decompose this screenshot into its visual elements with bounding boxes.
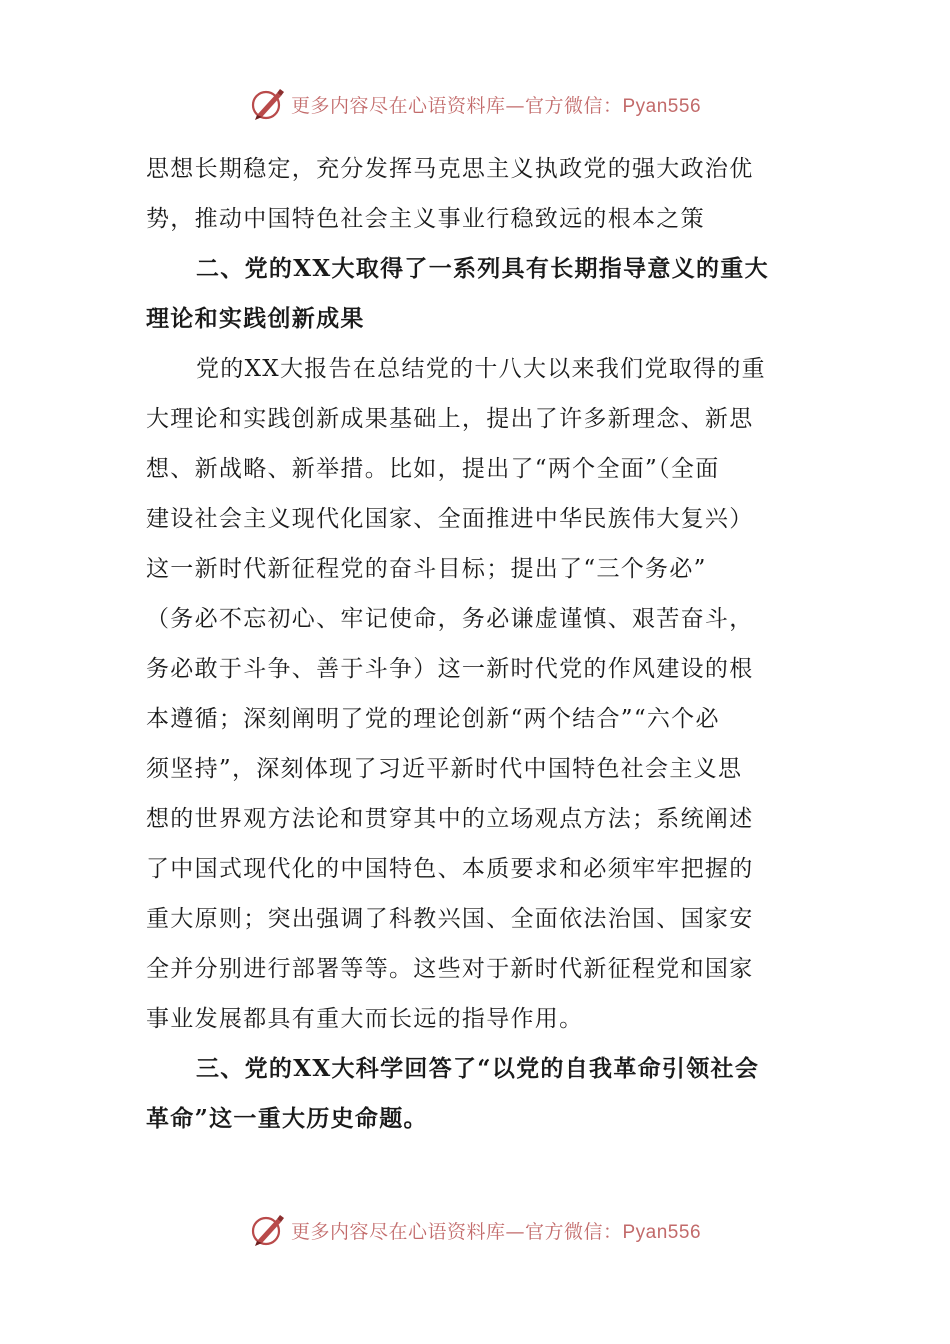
paragraph-line: 事业发展都具有重大而长远的指导作用。 bbox=[146, 1006, 584, 1032]
paragraph-line: 想、新战略、新举措。比如，提出了“两个全面”（全面 bbox=[146, 456, 720, 482]
paragraph-line: 全并分别进行部署等等。这些对于新时代新征程党和国家 bbox=[146, 956, 754, 982]
pen-circle-icon bbox=[249, 85, 287, 123]
section-heading: 二、党的XX大取得了一系列具有长期指导意义的重大 bbox=[196, 255, 769, 282]
paragraph-line: （务必不忘初心、牢记使命，务必谦虚谨慎、艰苦奋斗， bbox=[146, 606, 754, 632]
section-heading: 三、党的XX大科学回答了“以党的自我革命引领社会 bbox=[196, 1055, 760, 1082]
wechat-id: Pyan556 bbox=[622, 95, 702, 117]
paragraph-line: 这一新时代新征程党的奋斗目标；提出了“三个务必” bbox=[146, 556, 707, 582]
wechat-id: Pyan556 bbox=[622, 1221, 702, 1243]
section-heading: 理论和实践创新成果 bbox=[146, 305, 365, 332]
paragraph-line: 思想长期稳定，充分发挥马克思主义执政党的强大政治优 bbox=[146, 156, 754, 182]
paragraph-line: 党的XX大报告在总结党的十八大以来我们党取得的重 bbox=[196, 356, 766, 382]
paragraph-line: 务必敢于斗争、善于斗争）这一新时代党的作风建设的根 bbox=[146, 656, 754, 682]
paragraph-line: 本遵循；深刻阐明了党的理论创新“两个结合”“六个必 bbox=[146, 706, 720, 732]
paragraph-line: 重大原则；突出强调了科教兴国、全面依法治国、国家安 bbox=[146, 906, 754, 932]
paragraph-line: 势，推动中国特色社会主义事业行稳致远的根本之策 bbox=[146, 206, 705, 232]
paragraph-line: 建设社会主义现代化国家、全面推进中华民族伟大复兴） bbox=[146, 506, 754, 532]
section-heading: 革命”这一重大历史命题。 bbox=[146, 1105, 428, 1132]
document-body bbox=[146, 144, 806, 1144]
paragraph-line: 须坚持”，深刻体现了习近平新时代中国特色社会主义思 bbox=[146, 756, 743, 782]
banner-text: 更多内容尽在心语资料库—官方微信：Pyan556 bbox=[290, 94, 702, 117]
footer-banner bbox=[0, 1206, 950, 1254]
paragraph-line: 大理论和实践创新成果基础上，提出了许多新理念、新思 bbox=[146, 406, 754, 432]
paragraph-line: 了中国式现代化的中国特色、本质要求和必须牢牢把握的 bbox=[146, 856, 754, 882]
pen-circle-icon bbox=[249, 1211, 287, 1249]
paragraph-line: 想的世界观方法论和贯穿其中的立场观点方法；系统阐述 bbox=[146, 806, 754, 832]
banner-text: 更多内容尽在心语资料库—官方微信：Pyan556 bbox=[290, 1220, 702, 1243]
header-banner bbox=[0, 80, 950, 128]
